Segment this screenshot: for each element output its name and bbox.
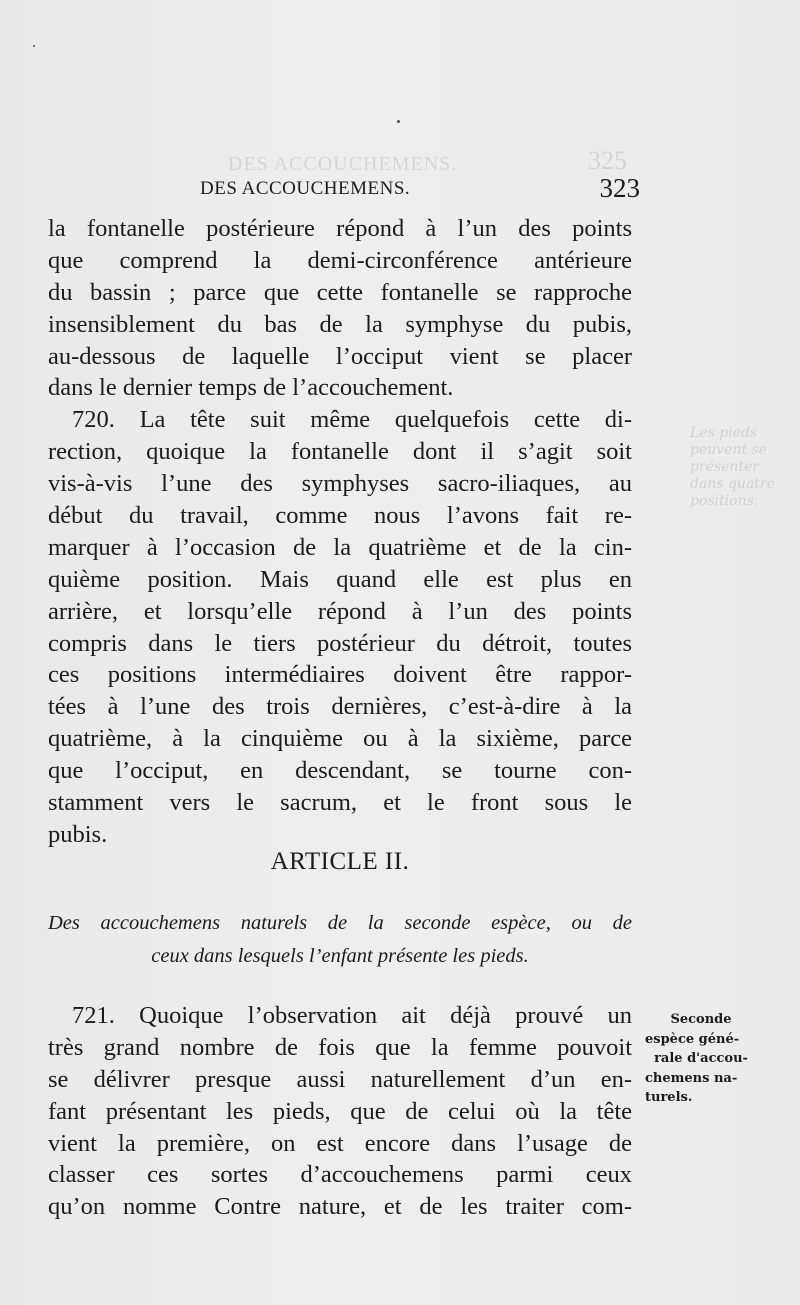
text-line: arrière, et lorsqu’elle répond à l’un des points [48,597,632,625]
text-line: stamment vers le sacrum, et le front sous le [48,789,632,817]
text-line: du bassin ; parce que cette fontanelle se rapproche [48,278,632,306]
text-line: 721. Quoique l’observation ait déjà prouvé un [72,1002,632,1029]
paper-speck [397,120,400,123]
paper-speck [33,45,35,47]
text-line: 720. La tête suit même quelquefois cette di- [72,406,632,434]
show-through-header: DES ACCOUCHEMENS. [228,153,458,175]
text-line: classer ces sortes d’accouchemens parmi ceux [48,1161,632,1189]
margin-note-line: espèce géné- [645,1031,740,1047]
text-line: marquer à l’occasion de la quatrième et de la cin- [48,533,632,561]
margin-note-line: chemens na- [645,1070,738,1086]
text-line: très grand nombre de fois que la femme pouvoit [48,1033,632,1061]
text-line: compris dans le tiers postérieur du détroit, toutes [48,629,632,657]
article-subtitle-line: ceux dans lesquels l’enfant présente les pieds. [151,945,529,967]
page-number: 323 [599,173,640,203]
paragraph-721 [48,1000,632,1223]
text-line: quatrième, à la cinquième ou à la sixième, parce [48,725,632,753]
margin-note-line: rale d'accou- [654,1051,748,1067]
text-line: qu’on nomme Contre nature, et de les traiter com- [48,1193,632,1221]
paragraph-continuation [48,213,632,404]
text-line: dans le dernier temps de l’accouchement. [48,374,454,402]
body-text [48,213,632,851]
text-line: que l’occiput, en descendant, se tourne con- [48,757,632,785]
text-line: tées à l’une des trois dernières, c’est-à-dire à la [48,693,632,721]
margin-note [645,1010,757,1108]
text-line: insensiblement du bas de la symphyse du pubis, [48,310,632,338]
running-head-title: DES ACCOUCHEMENS. [200,178,411,199]
show-through-page-number: 325 [588,146,627,175]
text-line: la fontanelle postérieure répond à l’un des points [48,215,632,242]
text-line: vis-à-vis l’une des symphyses sacro-iliaques, au [48,470,632,498]
text-line: pubis. [48,820,108,848]
text-line: que comprend la demi-circonférence antérieure [48,246,632,274]
text-line: quième position. Mais quand elle est plus en [48,565,632,593]
margin-note-line: turels. [645,1090,693,1106]
text-line: vient la première, on est encore dans l’usage de [48,1129,632,1157]
text-line: fant présentant les pieds, que de celui où la tête [48,1097,632,1125]
text-line: ces positions intermédiaires doivent être rappor- [48,661,632,689]
running-head [200,173,640,208]
text-line: se délivrer presque aussi naturellement d’un en- [48,1065,632,1093]
paragraph-720 [48,404,632,850]
text-line: rection, quoique la fontanelle dont il s’agit soit [48,438,632,466]
show-through-margin-text: Les pieds peuvent se présenter dans quatre positions. [690,425,775,509]
article-heading: ARTICLE II. [270,848,410,875]
text-line: début du travail, comme nous l’avons fait re- [48,502,632,530]
text-line: au-dessous de laquelle l’occiput vient se placer [48,342,632,370]
margin-note-line: Seconde [670,1012,732,1027]
article-subtitle-line: Des accouchemens naturels de la seconde espèce, ou de [48,912,632,934]
